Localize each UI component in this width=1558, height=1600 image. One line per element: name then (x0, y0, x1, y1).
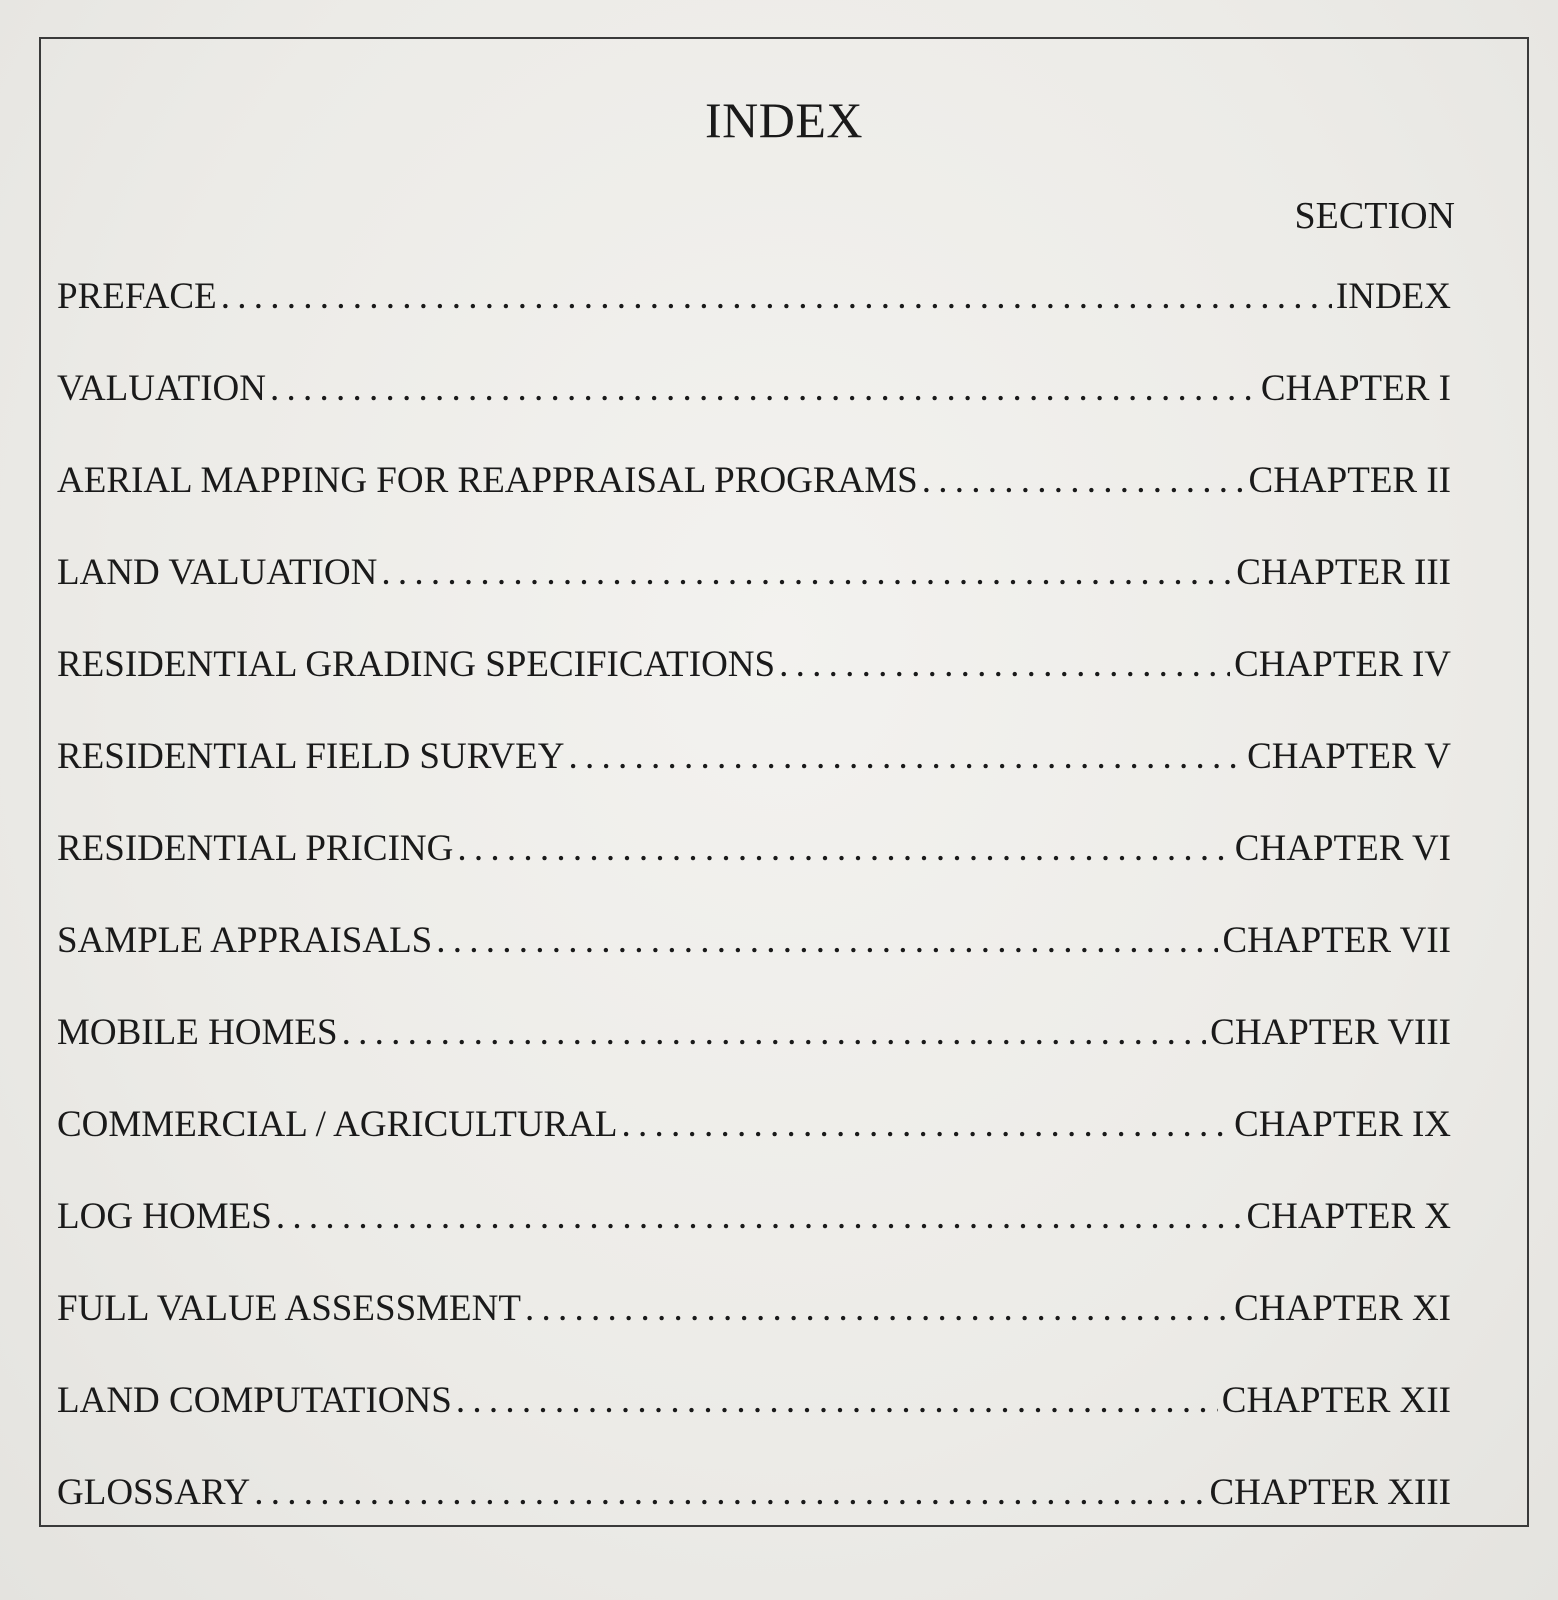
entry-section: INDEX (1335, 276, 1451, 317)
entry-title: PREFACE (57, 276, 217, 317)
entry-section: CHAPTER VIII (1210, 1012, 1451, 1053)
entry-title: FULL VALUE ASSESSMENT (57, 1288, 521, 1329)
dot-leader (525, 1287, 1230, 1330)
entry-title: VALUATION (57, 368, 266, 409)
dot-leader (922, 459, 1245, 502)
entry-title: COMMERCIAL / AGRICULTURAL (57, 1104, 618, 1145)
index-entries (57, 275, 1451, 1563)
dot-leader (622, 1103, 1231, 1146)
entry-section: CHAPTER X (1246, 1196, 1451, 1237)
entry-title: RESIDENTIAL GRADING SPECIFICATIONS (57, 644, 776, 685)
dot-leader (457, 827, 1230, 870)
index-entry-sample-appraisals (57, 919, 1451, 1011)
index-entry-land-valuation (57, 551, 1451, 643)
index-entry-glossary (57, 1471, 1451, 1563)
entry-section: CHAPTER XIII (1209, 1472, 1451, 1513)
section-column-heading: SECTION (1294, 195, 1455, 237)
entry-section: CHAPTER XI (1234, 1288, 1451, 1329)
entry-title: LAND COMPUTATIONS (57, 1380, 452, 1421)
entry-section: CHAPTER III (1236, 552, 1451, 593)
index-entry-valuation (57, 367, 1451, 459)
entry-section: CHAPTER IV (1234, 644, 1451, 685)
dot-leader (779, 643, 1230, 686)
entry-section: CHAPTER I (1260, 368, 1451, 409)
index-entry-aerial-mapping (57, 459, 1451, 551)
dot-leader (381, 551, 1232, 594)
index-entry-residential-pricing (57, 827, 1451, 919)
dot-leader (221, 275, 1332, 318)
index-entry-commercial-agricultural (57, 1103, 1451, 1195)
entry-title: RESIDENTIAL PRICING (57, 828, 454, 869)
entry-section: CHAPTER VII (1222, 920, 1451, 961)
entry-title: RESIDENTIAL FIELD SURVEY (57, 736, 565, 777)
dot-leader (342, 1011, 1207, 1054)
entry-section: CHAPTER VI (1234, 828, 1451, 869)
dot-leader (456, 1379, 1218, 1422)
entry-title: AERIAL MAPPING FOR REAPPRAISAL PROGRAMS (57, 460, 918, 501)
entry-title: LOG HOMES (57, 1196, 272, 1237)
entry-title: SAMPLE APPRAISALS (57, 920, 433, 961)
index-entry-preface (57, 275, 1451, 367)
dot-leader (270, 367, 1257, 410)
entry-section: CHAPTER II (1248, 460, 1451, 501)
entry-section: CHAPTER XII (1221, 1380, 1451, 1421)
index-frame (39, 37, 1529, 1527)
dot-leader (568, 735, 1243, 778)
entry-title: GLOSSARY (57, 1472, 251, 1513)
entry-section: CHAPTER V (1247, 736, 1451, 777)
index-entry-mobile-homes (57, 1011, 1451, 1103)
dot-leader (276, 1195, 1243, 1238)
entry-title: LAND VALUATION (57, 552, 378, 593)
index-entry-land-computations (57, 1379, 1451, 1471)
entry-section: CHAPTER IX (1234, 1104, 1451, 1145)
dot-leader (436, 919, 1218, 962)
index-entry-residential-field-survey (57, 735, 1451, 827)
dot-leader (254, 1471, 1205, 1514)
entry-title: MOBILE HOMES (57, 1012, 338, 1053)
index-title: INDEX (704, 92, 864, 148)
index-entry-full-value-assessment (57, 1287, 1451, 1379)
index-entry-residential-grading (57, 643, 1451, 735)
index-entry-log-homes (57, 1195, 1451, 1287)
